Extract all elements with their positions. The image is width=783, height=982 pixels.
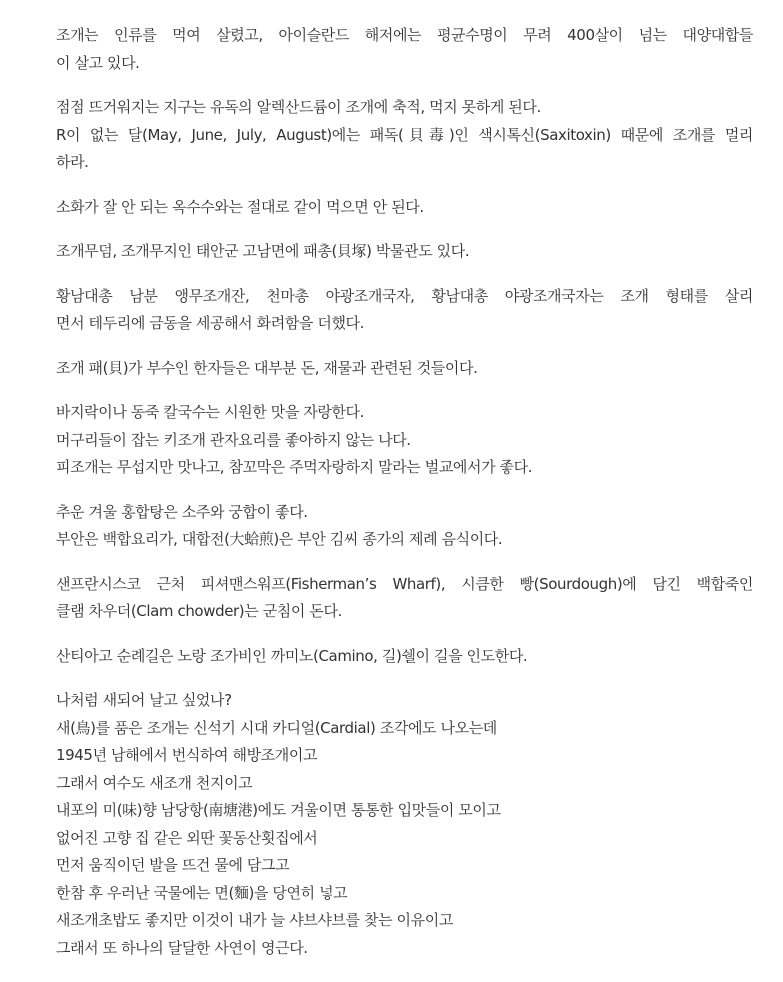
paragraph [56, 283, 753, 338]
paragraph [56, 571, 753, 626]
text-line: 그래서 여수도 새조개 천지이고 [56, 773, 253, 792]
text-line: 조개무덤, 조개무지인 태안군 고남면에 패총(貝塚) 박물관도 있다. [56, 242, 470, 260]
text-line: 부안은 백합요리가, 대합전(大蛤煎)은 부안 김씨 종가의 제례 음식이다. [56, 530, 503, 548]
text-line: 산티아고 순례길은 노랑 조가비인 까미노(Camino, 길)쉘이 길을 인도한다. [56, 646, 528, 665]
paragraph [56, 355, 753, 383]
paragraph [56, 194, 753, 222]
text-line: 하라. [56, 153, 89, 171]
paragraph [56, 643, 753, 671]
text-line: 내포의 미(味)향 남당항(南塘港)에도 겨울이면 통통한 입맛들이 모이고 [56, 801, 501, 819]
text-line: 새조개초밥도 좋지만 이것이 내가 늘 샤브샤브를 찾는 이유이고 [56, 911, 453, 929]
text-line: 피조개는 무섭지만 맛나고, 참꼬막은 주먹자랑하지 말라는 벌교에서가 좋다. [56, 458, 533, 476]
text-line: 조개는 인류를 먹여 살렸고, 아이슬란드 해저에는 평균수명이 무려 400살이 넘는 대양대합들 [56, 26, 753, 44]
paragraph [56, 687, 753, 962]
text-line: 추운 겨울 홍합탕은 소주와 궁합이 좋다. [56, 502, 308, 521]
paragraph [56, 238, 753, 266]
text-line: 머구리들이 잡는 키조개 관자요리를 좋아하지 않는 나다. [56, 430, 411, 449]
paragraph [56, 94, 753, 177]
text-line: 황남대총 남분 앵무조개잔, 천마총 야광조개국자, 황남대총 야광조개국자는 조개 형태를 살리 [56, 286, 753, 305]
text-line: 1945년 남해에서 번식하여 해방조개이고 [56, 746, 318, 764]
paragraph [56, 399, 753, 482]
text-line: 나처럼 새되어 날고 싶었나? [56, 691, 232, 709]
text-line: 바지락이나 동죽 칼국수는 시원한 맛을 자랑한다. [56, 403, 365, 421]
text-line: 샌프란시스코 근처 피셔맨스워프(Fisherman’s Wharf), 시큼한 빵(Sourdough)에 담긴 백합죽인 [56, 574, 753, 593]
text-line: 점점 뜨거워지는 지구는 유독의 알렉산드륨이 조개에 축적, 먹지 못하게 된다. [56, 98, 541, 116]
text-line: 먼저 움직이던 발을 뜨건 물에 담그고 [56, 856, 290, 874]
text-line: 한참 후 우러난 국물에는 면(麵)을 당연히 넣고 [56, 883, 348, 902]
text-line: 그래서 또 하나의 달달한 사연이 영근다. [56, 938, 308, 957]
text-line: 소화가 잘 안 되는 옥수수와는 절대로 같이 먹으면 안 된다. [56, 197, 424, 216]
paragraph [56, 499, 753, 554]
text-line: 조개 패(貝)가 부수인 한자들은 대부분 돈, 재물과 관련된 것들이다. [56, 358, 478, 377]
text-line: R이 없는 달(May, June, July, August)에는 패독(貝毒)인 색시톡신(Saxitoxin) 때문에 조개를 멀리 [56, 125, 753, 144]
paragraph [56, 22, 753, 77]
text-line: 없어진 고향 집 같은 외딴 꽃동산횟집에서 [56, 828, 318, 847]
text-line: 이 살고 있다. [56, 53, 140, 72]
text-line: 면서 테두리에 금동을 세공해서 화려함을 더했다. [56, 314, 365, 332]
text-line: 클램 차우더(Clam chowder)는 군침이 돈다. [56, 602, 342, 620]
text-line: 새(鳥)를 품은 조개는 신석기 시대 카디얼(Cardial) 조각에도 나오는데 [56, 718, 497, 737]
